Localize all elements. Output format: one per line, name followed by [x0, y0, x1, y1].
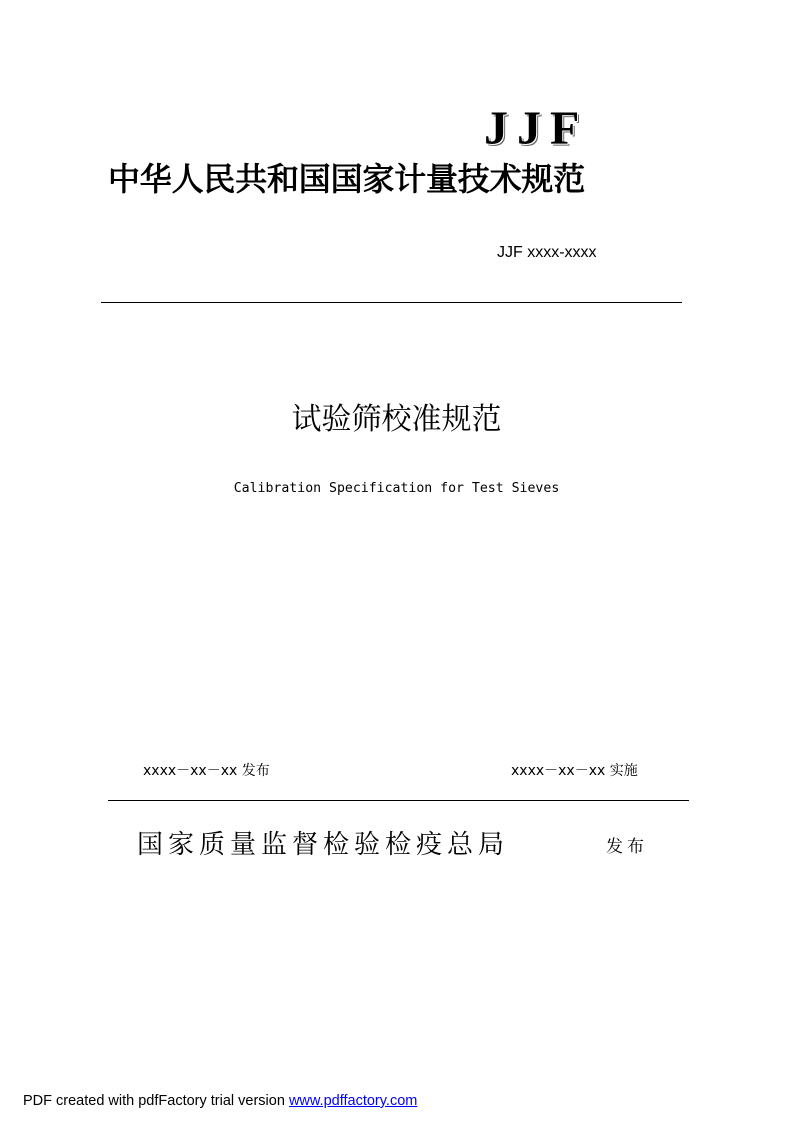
document-title-cn: 试验筛校准规范 [291, 402, 502, 437]
issuing-authority: 国家质量监督检验检疫总局 [137, 830, 510, 860]
jjf-logo-mark: JJF [484, 102, 589, 155]
pdffactory-link[interactable]: www.pdffactory.com [288, 1093, 418, 1109]
footer-text: PDF created with pdfFactory trial version [23, 1093, 285, 1109]
authority-action: 发布 [606, 837, 648, 857]
bottom-divider [108, 800, 689, 801]
standard-number: JJF xxxx-xxxx [497, 244, 597, 261]
effective-date: xxxx－xx－xx 实施 [511, 763, 638, 779]
pdf-footer [23, 1091, 417, 1111]
publish-date: xxxx－xx－xx 发布 [143, 763, 270, 779]
top-divider [101, 302, 682, 303]
national-standard-title: 中华人民共和国国家计量技术规范 [108, 160, 586, 198]
document-title-en: Calibration Specification for Test Sieves [233, 481, 560, 496]
